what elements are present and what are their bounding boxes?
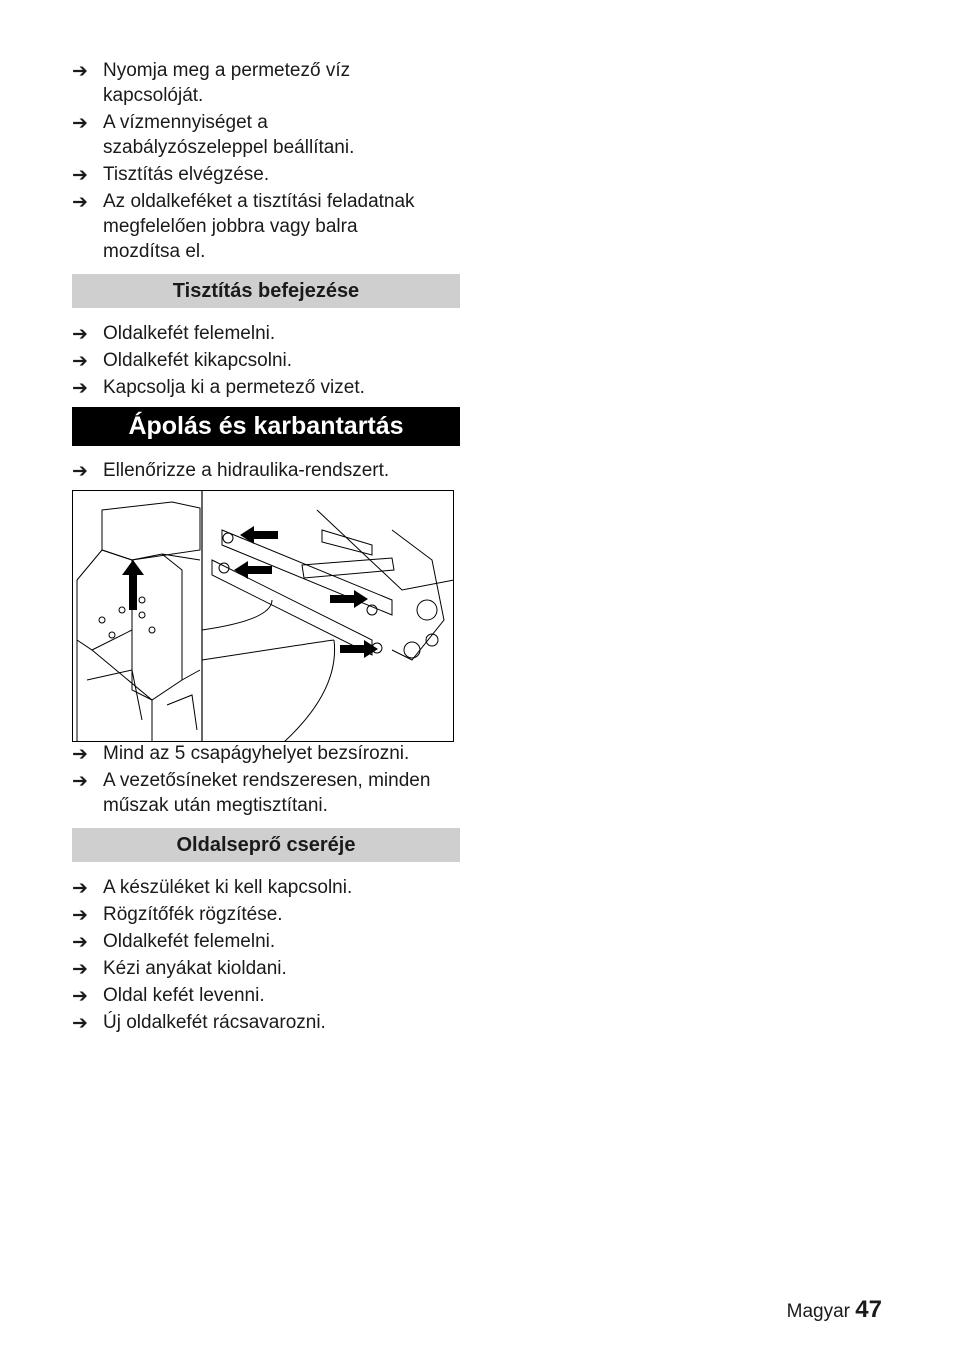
- arrow-right-icon: ➔: [72, 878, 88, 899]
- arrow-right-icon: ➔: [72, 932, 88, 953]
- list-item: ➔ Mind az 5 csapágyhelyet bezsírozni.: [72, 743, 410, 765]
- arrow-right-icon: ➔: [72, 1013, 88, 1034]
- list-item: ➔ Oldalkefét felemelni.: [72, 931, 276, 953]
- list-item: ➔ Tisztítás elvégzése.: [72, 164, 270, 186]
- care-steps-after: [72, 741, 460, 818]
- finish-steps: [72, 321, 460, 400]
- section-heading-finish: Tisztítás befejezése: [72, 274, 460, 308]
- arrow-right-icon: ➔: [72, 461, 88, 482]
- page-number: 47: [855, 1296, 882, 1323]
- section-heading-replace: Oldalseprő cseréje: [72, 828, 460, 862]
- arrow-right-icon: ➔: [72, 986, 88, 1007]
- list-item: ➔ Az oldalkeféket a tisztítási feladatnak megfelelően jobbra vagy balra mozdítsa el.: [72, 191, 415, 262]
- list-item: ➔ Rögzítőfék rögzítése.: [72, 904, 283, 926]
- arrow-right-icon: ➔: [72, 113, 88, 134]
- care-steps-before: [72, 458, 460, 483]
- main-heading-care: Ápolás és karbantartás: [72, 407, 460, 446]
- list-item: ➔ A vezetősíneket rendszeresen, minden műszak után megtisztítani.: [72, 770, 431, 816]
- list-item: ➔ Oldal kefét levenni.: [72, 985, 265, 1007]
- intro-steps: [72, 58, 460, 264]
- page-footer: [787, 1296, 882, 1324]
- list-item: ➔ Kapcsolja ki a permetező vizet.: [72, 377, 365, 399]
- list-item: ➔ A készüléket ki kell kapcsolni.: [72, 877, 353, 899]
- maintenance-illustration: [72, 490, 454, 742]
- list-item: ➔ Oldalkefét kikapcsolni.: [72, 350, 293, 372]
- arrow-right-icon: ➔: [72, 324, 88, 345]
- footer-language: Magyar: [786, 1301, 851, 1322]
- list-item: ➔ Új oldalkefét rácsavarozni.: [72, 1012, 326, 1034]
- arrow-right-icon: ➔: [72, 351, 88, 372]
- arrow-right-icon: ➔: [72, 165, 88, 186]
- arrow-right-icon: ➔: [72, 959, 88, 980]
- arrow-right-icon: ➔: [72, 771, 88, 792]
- list-item: ➔ Oldalkefét felemelni.: [72, 323, 276, 345]
- replace-steps: [72, 875, 460, 1035]
- arrow-right-icon: ➔: [72, 378, 88, 399]
- arrow-right-icon: ➔: [72, 61, 88, 82]
- list-item: ➔ A vízmennyiséget a szabályzószeleppel beállítani.: [72, 112, 355, 158]
- list-item: ➔ Ellenőrizze a hidraulika-rendszert.: [72, 460, 390, 482]
- content-column: [72, 58, 460, 485]
- arrow-right-icon: ➔: [72, 192, 88, 213]
- arrow-right-icon: ➔: [72, 744, 88, 765]
- list-item: ➔ Kézi anyákat kioldani.: [72, 958, 287, 980]
- list-item: ➔ Nyomja meg a permetező víz kapcsolóját.: [72, 60, 351, 106]
- content-column-lower: [72, 741, 460, 1037]
- hydraulic-brush-drawing: [72, 490, 454, 742]
- arrow-right-icon: ➔: [72, 905, 88, 926]
